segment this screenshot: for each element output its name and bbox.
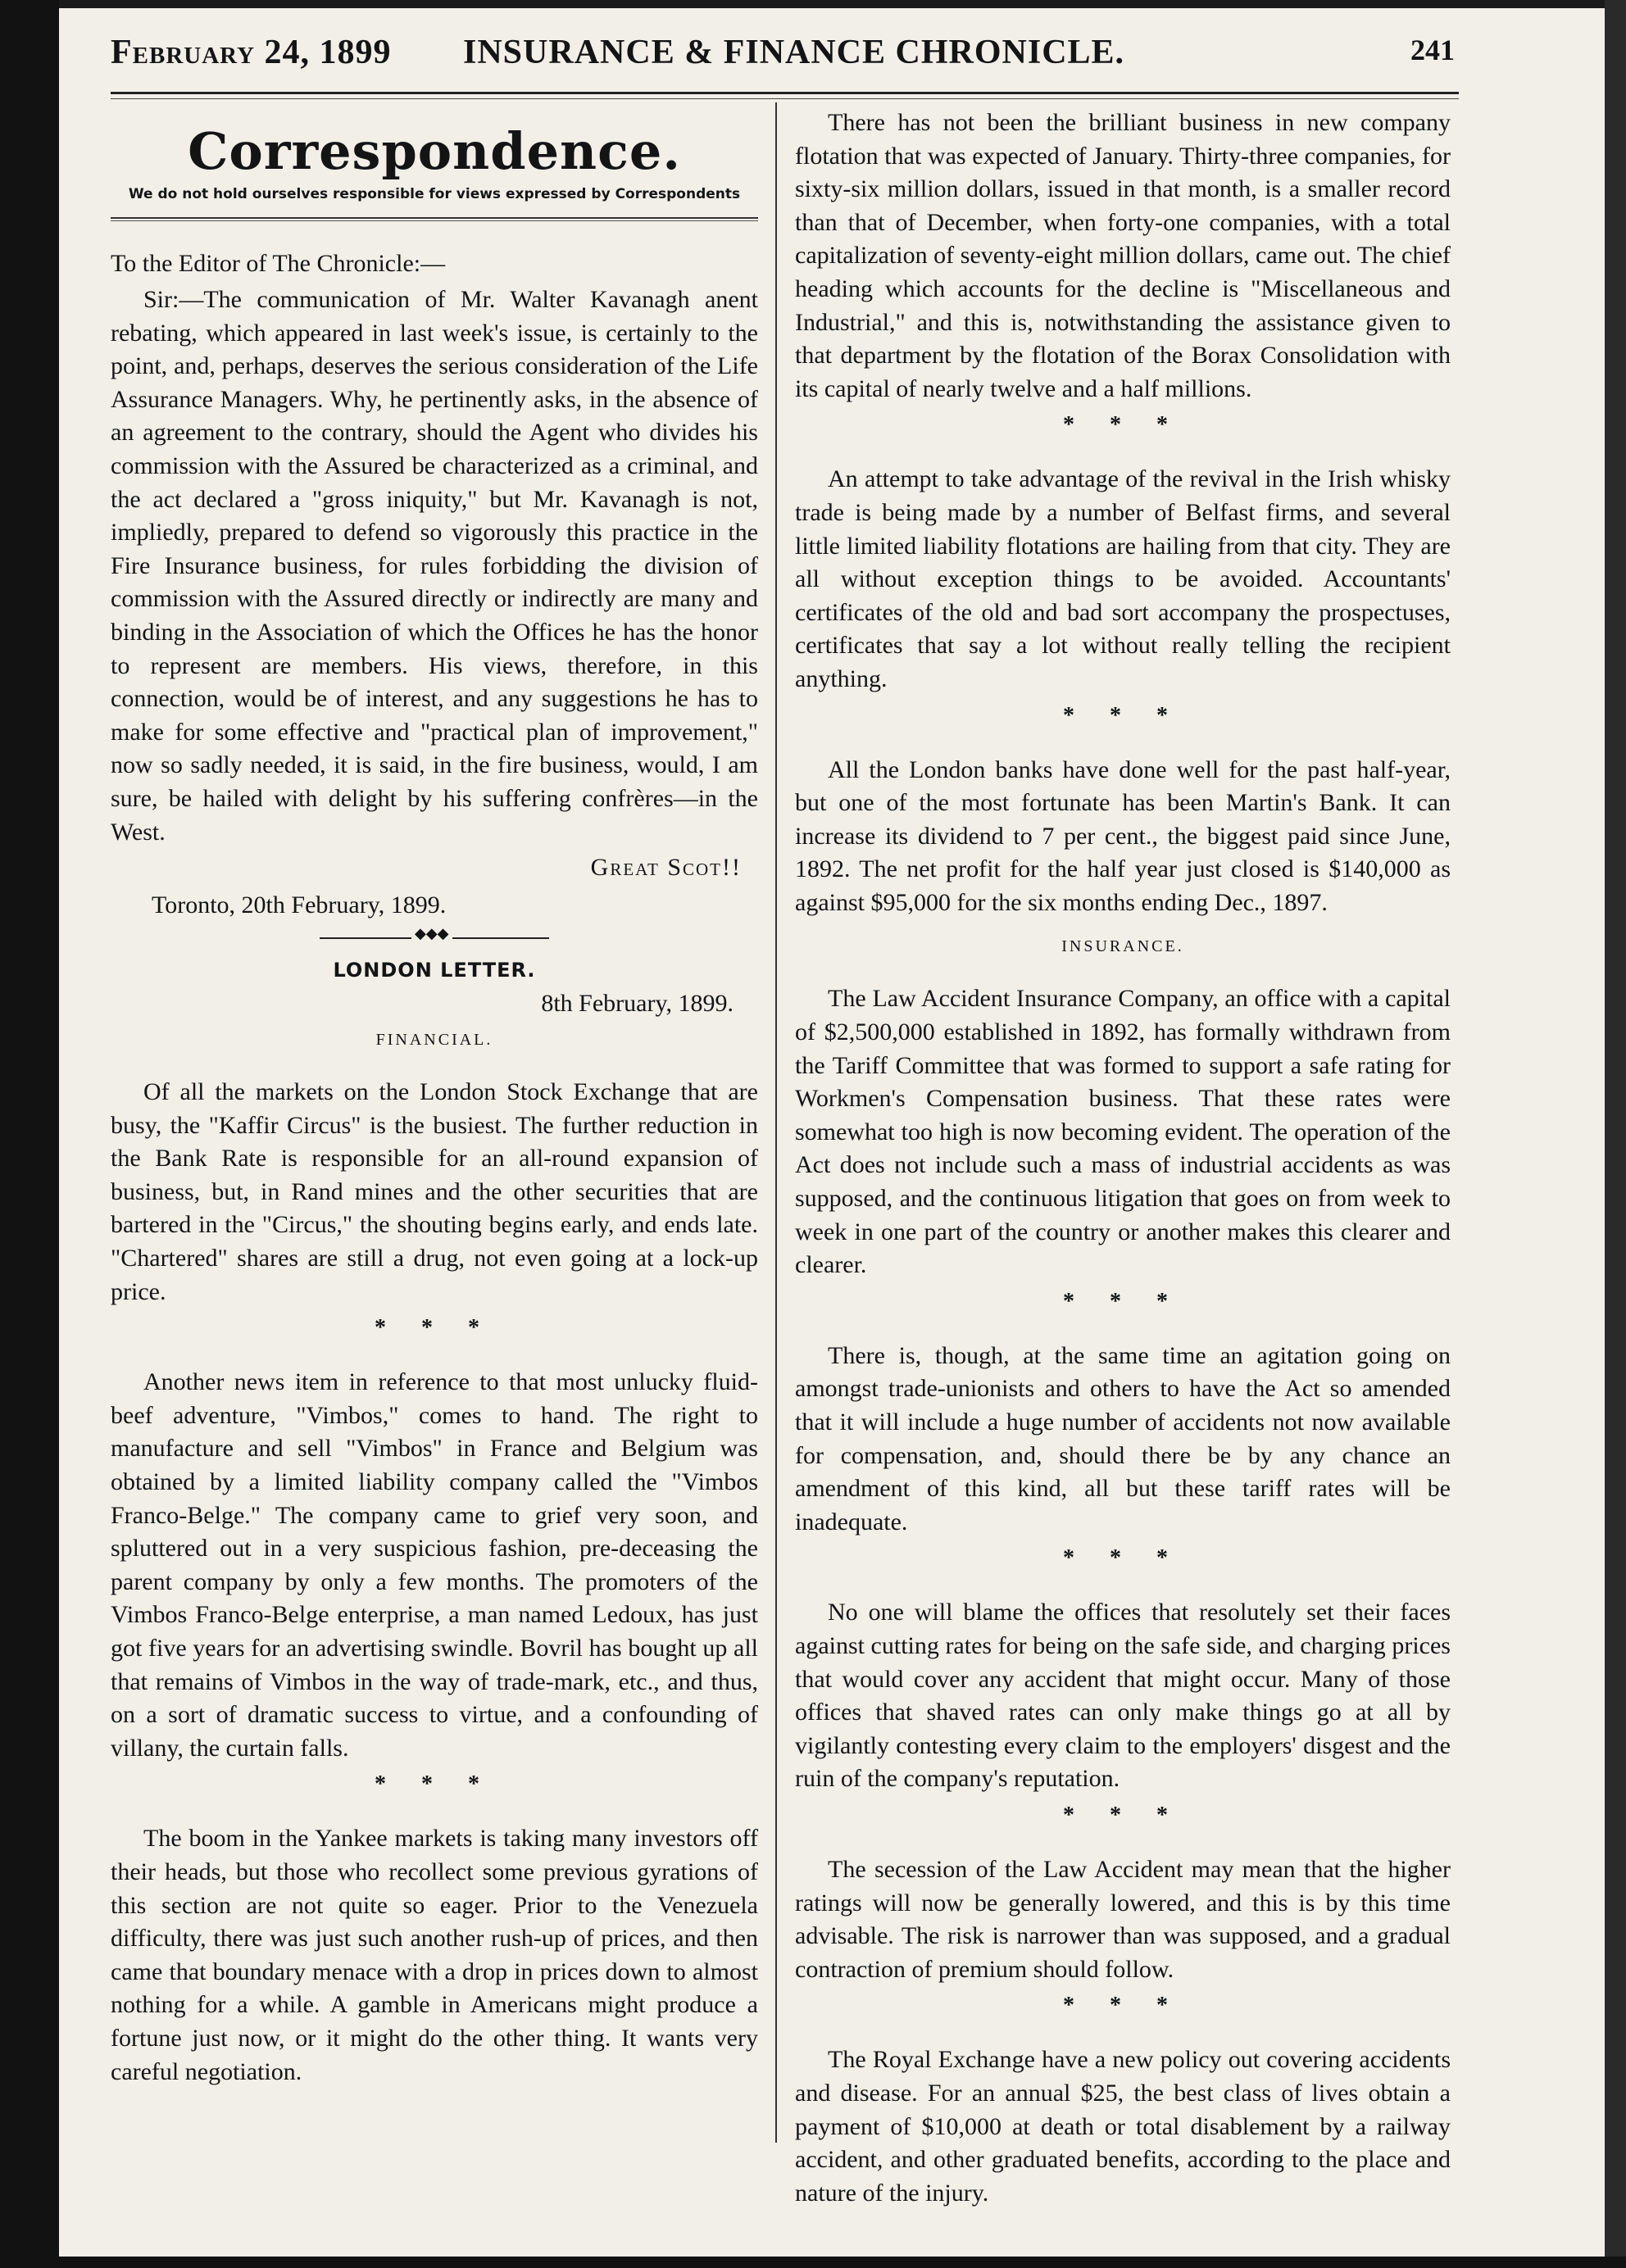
right-column bbox=[795, 107, 1451, 2210]
london-letter-heading: LONDON LETTER. bbox=[333, 959, 536, 982]
financial-subheading: FINANCIAL. bbox=[375, 1031, 493, 1050]
column-divider bbox=[775, 102, 777, 2143]
section-rule bbox=[111, 217, 758, 219]
paragraph-separator: * * * bbox=[1063, 1545, 1183, 1572]
insurance-subheading: INSURANCE. bbox=[1061, 937, 1184, 956]
scan-border-bottom bbox=[0, 2257, 1626, 2268]
header-rule bbox=[111, 92, 1459, 94]
salutation: To the Editor of The Chronicle:— bbox=[111, 250, 446, 277]
paragraph-separator: * * * bbox=[1063, 1802, 1183, 1828]
disclaimer-note: We do not hold ourselves responsible for views expressed by Correspondents bbox=[128, 186, 741, 202]
article-paragraph: All the London banks have done well for the past half-year, but one of the most fortunate has been Martin's Bank. It can increase its dividend to 7 per cent., the biggest paid since June, 1892. The net profit for the half year just closed is $140,000 as against $95,000 for the six months ending Dec., 1897. bbox=[795, 755, 1451, 916]
article-paragraph: Of all the markets on the London Stock Exchange that are busy, the "Kaffir Circus" is the busiest. The further reduction in the Bank Rate is responsible for an all-round expansion of business, but, in Rand mines and the other securities that are bartered in the "Circus," the shouting begins early, and ends late. "Chartered" shares are still a drug, not even going at a lock-up price. bbox=[111, 1078, 758, 1305]
page-number: 241 bbox=[1410, 34, 1455, 66]
article-paragraph: There is, though, at the same time an agitation going on amongst trade-unionists and others to have the Act so amended that it will include a huge number of accidents not now available for compensation, and, should there be by any chance an amendment of this kind, all but these tariff rates will be inadequate. bbox=[795, 1341, 1451, 1535]
article-paragraph: No one will blame the offices that resolutely set their faces against cutting rates for being on the safe side, and charging prices that would cover any accident that might occur. Many of those offices that shaved rates can only make things go at all by vigilantly contesting every claim to the employers' disgest and the ruin of the company's reputation. bbox=[795, 1599, 1451, 1793]
header-rule-thin bbox=[111, 98, 1459, 99]
scan-border-top bbox=[0, 0, 1626, 8]
page-header bbox=[111, 33, 1455, 82]
article-paragraph: The Royal Exchange have a new policy out covering accidents and disease. For an annual $25, the best class of lives obtain a payment of $10,000 at death or total disablement by a railway accident, and other graduated benefits, according to the place and nature of the injury. bbox=[795, 2046, 1451, 2207]
letter-dateline: Toronto, 20th February, 1899. bbox=[152, 891, 447, 919]
london-letter-date: 8th February, 1899. bbox=[541, 990, 734, 1018]
signature: Great Scot!! bbox=[590, 854, 742, 882]
paragraph-separator: * * * bbox=[1063, 412, 1183, 438]
article-paragraph: Another news item in reference to that most unlucky fluid-beef adventure, "Vimbos," comes to hand. The right to manufacture and sell "Vimbos" in France and Belgium was obtained by a limited liability company called the "Vimbos Franco-Belge." The company came to grief very soon, and spluttered out in a very suspicious fashion, pre-deceasing the parent company by only a few months. The promoters of the Vimbos Franco-Belge enterprise, a man named Ledoux, has just got five years for an advertising swindle. Bovril has bought up all that remains of Vimbos in the way of trade-mark, etc., and thus, on a sort of dramatic success to virtue, and a confounding of villany, the curtain falls. bbox=[111, 1368, 758, 1762]
article-paragraph: The secession of the Law Accident may mean that the higher ratings will now be generally lowered, and this is by this time advisable. The risk is narrower than was supposed, and a gradual contraction of premium should follow. bbox=[795, 1855, 1451, 1983]
ornamental-divider bbox=[320, 932, 549, 944]
paragraph-separator: * * * bbox=[1063, 1288, 1183, 1314]
article-paragraph: An attempt to take advantage of the revival in the Irish whisky trade is being made by a number of Belfast firms, and several little limited liability flotations are hailing from that city. They are all without exception things to be avoided. Accountants' certificates of the old and bad sort accompany the prospectuses, certificates that say a lot without really telling the recipient anything. bbox=[795, 465, 1451, 692]
paragraph-separator: * * * bbox=[1063, 702, 1183, 728]
paragraph-separator: * * * bbox=[375, 1771, 494, 1798]
issue-date: February 24, 1899 bbox=[111, 34, 392, 71]
article-paragraph: The Law Accident Insurance Company, an office with a capital of $2,500,000 established in 1892, has formally withdrawn from the Tariff Committee that was formed to support a safe rating for Workmen's Compensation business. That these rates were somewhat too high is now becoming evident. The operation of the Act does not include such a mass of industrial accidents as was supposed, and the continuous litigation that goes on from week to week in one part of the country or another makes this clearer and clearer. bbox=[795, 985, 1451, 1279]
paragraph-separator: * * * bbox=[1063, 1993, 1183, 2019]
letter-body: Sir:—The communication of Mr. Walter Kavanagh anent rebating, which appeared in last week's issue, is certainly to the point, and, perhaps, deserves the serious consideration of the Life Assurance Managers. Why, he pertinently asks, in the absence of an agreement to the contrary, should the Agent who divides his commission with the Assured be characterized as a criminal, and the act declared a "gross iniquity," but Mr. Kavanagh is not, impliedly, prepared to defend so vigorously this practice in the Fire Insurance business, for rules forbidding the division of commission with the Assured directly or indirectly are many and binding in the Association of which the Offices he has the honor to represent are members. His views, therefore, in this connection, would be of interest, and any suggestions he has to make for some effective and "practical plan of improvement," now so sadly needed, it is said, in the fire business, would, I am sure, be hailed with delight by his suffering confrères—in the West. bbox=[111, 286, 758, 846]
article-paragraph: The boom in the Yankee markets is taking many investors off their heads, but those who recollect some previous gyrations of this section are not quite so eager. Prior to the Venezuela difficulty, there was just such another rush-up of prices, and then came that boundary menace with a drop in prices down to almost nothing for a while. A gamble in Americans might produce a fortune just now, or it might do the other thing. It wants very careful negotiation. bbox=[111, 1825, 758, 2085]
correspondence-heading: Correspondence. bbox=[188, 121, 681, 181]
scan-border-right bbox=[1605, 0, 1626, 2268]
paragraph-separator: * * * bbox=[375, 1315, 494, 1341]
left-column bbox=[111, 107, 758, 2089]
article-paragraph: There has not been the brilliant business in new company flotation that was expected of January. Thirty-three companies, for sixty-six million dollars, issued in that month, is a smaller record than that of December, when forty-one companies, with a total capitalization of seventy-eight million dollars, came out. The chief heading which accounts for the decline is "Miscellaneous and Industrial," and this is, notwithstanding the assistance given to that department by the flotation of the Borax Consolidation with its capital of nearly twelve and a half millions. bbox=[795, 109, 1451, 402]
section-rule-thin bbox=[111, 220, 758, 221]
publication-title: INSURANCE & FINANCE CHRONICLE. bbox=[463, 34, 1125, 71]
scan-border-left bbox=[0, 0, 59, 2268]
